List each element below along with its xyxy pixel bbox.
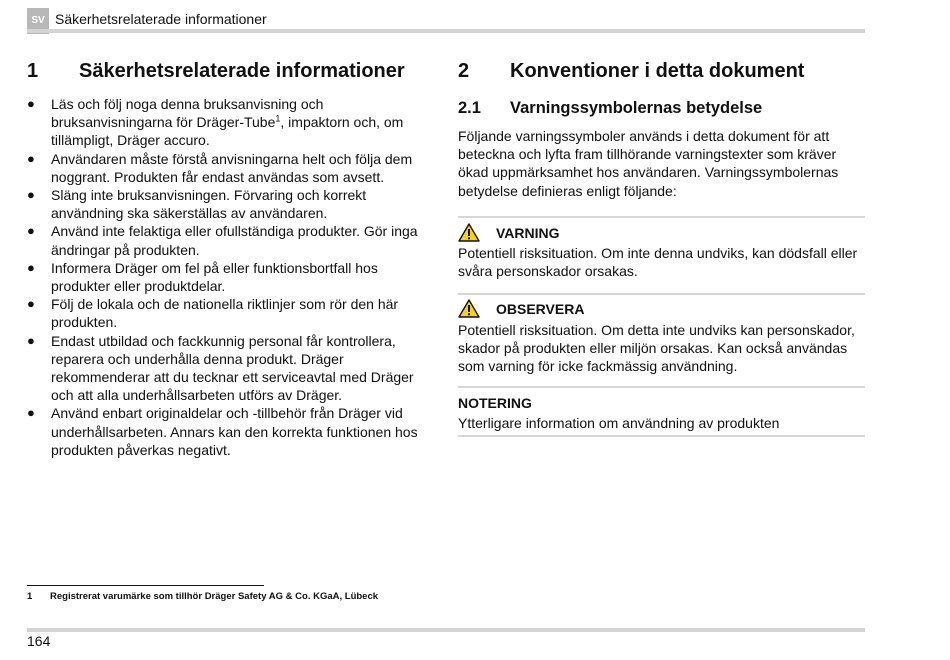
warning-text: Potentiell risksituation. Om inte denna undviks, kan dödsfall eller svåra personskador orsakas. — [458, 245, 858, 280]
list-item-text: , impaktorn och, om tillämpligt, Dräger accuro. — [51, 114, 404, 149]
list-item — [27, 259, 437, 295]
warning-triangle-icon — [458, 223, 480, 242]
list-item-text: Följ de lokala och de nationella riktlinjer som rör den här produkten. — [51, 296, 399, 331]
section-1-heading — [27, 60, 437, 86]
bullet-icon: ● — [27, 332, 35, 348]
caution-label: OBSERVERA — [496, 300, 585, 317]
bullet-icon: ● — [27, 187, 35, 203]
list-item-text: Släng inte bruksanvisningen. Förvaring och korrekt användning ska säkerställas av användaren. — [51, 187, 367, 222]
bullet-icon: ● — [27, 150, 35, 166]
bullet-icon: ● — [27, 405, 35, 421]
footnote-number: 1 — [27, 591, 33, 602]
running-header-title: Säkerhetsrelaterade informationer — [55, 11, 267, 27]
page-number: 164 — [27, 633, 51, 649]
divider — [458, 386, 865, 388]
list-item — [27, 150, 437, 186]
list-item-text: Använd inte felaktiga eller ofullständiga produkter. Gör inga ändringar på produkten. — [51, 223, 418, 258]
safety-bullet-list — [27, 95, 437, 459]
warning-label: VARNING — [496, 224, 560, 241]
list-item-text: Användaren måste förstå anvisningarna helt och följa dem noggrant. Produkten får endast användas som avsett. — [51, 150, 413, 185]
caution-heading — [458, 299, 584, 318]
list-item — [27, 332, 437, 405]
list-item-text: Läs och följ noga denna bruksanvisning och bruksanvisningarna för Dräger-Tube — [51, 96, 324, 131]
divider — [458, 293, 865, 295]
subsection-2-1-heading — [458, 99, 865, 121]
list-item-text: Endast utbildad och fackkunnig personal får kontrollera, reparera och underhålla denna produkt. Dräger rekommenderar att du tecknar ett serviceavtal med Dräger och att alla underhållsarbeten utförs av Dräger. — [51, 332, 414, 404]
divider — [458, 216, 865, 218]
section-2-title: Konventioner i detta dokument — [510, 60, 805, 82]
list-item — [27, 95, 437, 150]
list-item — [27, 222, 437, 258]
divider — [458, 435, 865, 437]
warning-heading — [458, 223, 560, 242]
section-2-number: 2 — [458, 60, 470, 82]
intro-paragraph: Följande varningssymboler används i detta dokument för att beteckna och lyfta fram tillhörande varningstexter som kräver ökad uppmärksamhet hos användaren. Varningssymbolernas betydelse definieras enligt följande: — [458, 128, 839, 199]
bullet-icon: ● — [27, 259, 35, 275]
bullet-icon: ● — [27, 223, 35, 239]
caution-triangle-icon — [458, 299, 480, 318]
note-text: Ytterligare information om användning av produkten — [458, 415, 780, 431]
footnote-text: Registrerat varumärke som tillhör Dräger Safety AG & Co. KGaA, Lübeck — [50, 591, 379, 602]
list-item-text: Använd enbart originaldelar och -tillbehör från Dräger vid underhållsarbeten. Annars kan den korrekta funktionen hos produkten påverkas negativt. — [51, 405, 418, 458]
bullet-icon: ● — [27, 96, 35, 111]
footnote-ref: 1 — [275, 113, 281, 124]
footer-divider — [27, 628, 865, 632]
section-1-title: Säkerhetsrelaterade informationer — [79, 60, 405, 82]
caution-text: Potentiell risksituation. Om detta inte undviks kan personskador, skador på produkten eller miljön orsakas. Kan också användas som varning för icke fackmässig användning. — [458, 322, 855, 375]
footnote-separator — [27, 585, 264, 586]
bullet-icon: ● — [27, 296, 35, 312]
footnote — [27, 591, 378, 602]
subsection-number: 2.1 — [458, 99, 481, 117]
note-label: NOTERING — [458, 395, 532, 411]
header-divider — [27, 29, 865, 33]
section-2-heading — [458, 60, 865, 86]
section-1-number: 1 — [27, 60, 39, 82]
list-item — [27, 186, 437, 222]
subsection-title: Varningssymbolernas betydelse — [510, 99, 763, 117]
list-item — [27, 404, 437, 459]
language-badge: SV — [27, 8, 49, 34]
list-item — [27, 295, 437, 331]
list-item-text: Informera Dräger om fel på eller funktionsbortfall hos produkter eller produktdelar. — [51, 259, 378, 295]
